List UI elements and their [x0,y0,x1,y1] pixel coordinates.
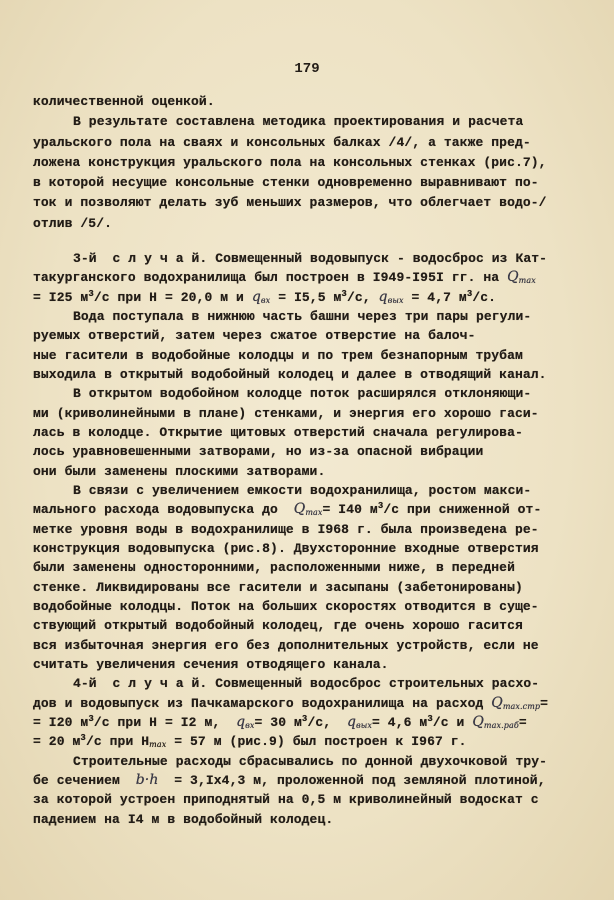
text-line [33,307,608,326]
text-run: = [518,714,527,730]
text-run: ные гасители в водобойные колодцы и по трем безнапорным трубам [33,347,523,363]
symbol: b·h [135,771,159,788]
text-line [33,790,608,809]
text-run: руемых отверстий, затем через сжатое отверстие на балоч- [33,328,476,344]
text-run: /с при H [85,734,150,750]
text-run: считать увеличения сечения отводящего канала. [33,656,389,672]
text-line [33,442,608,461]
text-run: стенке. Ликвидированы все гасители и засыпаны (забетонированы) [33,579,523,595]
text-line [33,214,608,234]
text-run: лось уравновешенными затворами, но из-за опасной вибрации [33,444,484,460]
text-run: = 30 м [254,714,302,730]
text-line [33,578,608,597]
text-line [33,384,608,403]
text-line [33,249,608,268]
text-run: ток и позволяют делать зуб меньших размеров, что облегчает водо-/ [33,195,547,211]
text-run: в которой несущие консольные стенки одновременно выравнивают по- [33,175,539,191]
text-line [33,326,608,345]
superscript: 3 [301,713,308,724]
text-run: такурганского водохранилища был построен в I949-I95I гг. на [33,270,508,286]
text-run: 4-й с л у ч а й. Совмещенный водосброс строительных расхо- [73,676,540,692]
paragraph-block-intro [33,92,608,234]
symbol-subscript: вых [387,295,404,305]
superscript: 3 [88,288,94,299]
text-run: количественной оценкой. [33,94,215,109]
paragraph-block-cases [33,249,608,829]
text-line [33,713,608,732]
handwritten-symbol [491,695,540,711]
text-line [33,462,608,481]
text-line [33,636,608,655]
text-run: мального расхода водовыпуска до [33,502,294,518]
text-line [33,597,608,616]
text-run: /с, [346,289,379,305]
text-run: В результате составлена методика проектирования и расчета [73,114,524,130]
text-line [33,173,608,193]
text-line [33,810,608,829]
symbol: Q [293,501,306,518]
text-line [33,268,608,287]
symbol-subscript: вых [356,720,372,730]
text-run: = 20 м [33,734,81,750]
symbol: q [346,713,357,730]
text-run: = I25 м [33,289,89,305]
superscript: 3 [427,713,433,724]
text-run: = 4,6 м [372,714,428,730]
text-run: = I20 м [33,714,89,730]
text-run: они были заменены плоскими затворами. [33,463,326,479]
text-run: были заменены односторонними, расположенными ниже, в передней [33,560,515,576]
text-line [33,732,608,751]
text-line [33,520,608,539]
text-run: Строительные расходы сбрасывались по донной двухочковой тру- [73,753,548,769]
text-run: = [540,695,549,711]
text-run: ми (криволинейными в плане) стенками, и энергия его хорошо гаси- [33,405,539,421]
text-run: лась в колодце. Открытие щитовых отверстий сначала регулирова- [33,424,523,440]
symbol-subscript: max.стр [502,701,541,711]
text-run: В открытом водобойном колодце поток расширялся отклоняющи- [73,386,532,402]
text-run: /с, [307,714,347,730]
handwritten-symbol [347,714,372,730]
superscript: 3 [466,288,473,299]
text-run: /с при сниженной от- [383,502,542,518]
symbol: q [251,288,261,305]
text-line [33,694,608,713]
text-run: конструкция водовыпуска (рис.8). Двухсторонние входные отверстия [33,540,539,556]
text-run: /с при H = I2 м, [93,714,237,730]
symbol: Q [491,694,503,711]
text-line [33,423,608,442]
symbol-subscript: max [518,276,536,286]
superscript: 3 [377,501,384,512]
text-line [33,153,608,173]
text-run: бе сечением [33,772,136,788]
text-run: 3-й с л у ч а й. Совмещенный водовыпуск - водосброс из Кат- [73,251,548,266]
symbol: Q [472,713,484,730]
handwritten-symbol [236,714,254,730]
text-run: отлив /5/. [33,215,113,231]
text-line [33,481,608,500]
text-run: = 4,7 м [403,289,467,305]
text-run: уральского пола на сваях и консольных балках /4/, а также пред- [33,134,531,150]
text-run: = 3,Iх4,3 м, проложенной под земляной плотиной, [158,772,546,788]
subscript: max [149,740,167,750]
text-run: = 57 м (рис.9) был построен к I967 г. [166,734,467,750]
symbol: q [236,713,246,730]
text-run: водобойные колодцы. Поток на больших скоростях отводится в суще- [33,598,539,614]
text-run: /с и [432,714,473,730]
symbol-subscript: max.раб [483,720,519,730]
text-line [33,539,608,558]
text-line [33,288,608,307]
text-line [33,365,608,384]
symbol: Q [507,269,519,286]
text-run: ствующий открытый водобойный колодец, где очень хорошо гасится [33,618,523,634]
text-line [33,752,608,771]
handwritten-symbol [136,772,159,788]
symbol-subscript: вх [260,295,271,305]
text-run: выходила в открытый водобойный колодец и далее в отводящий канал. [33,366,547,382]
text-line [33,346,608,365]
superscript: 3 [341,288,347,299]
text-line [33,771,608,790]
superscript: 3 [88,713,94,724]
text-run: вся избыточная энергия его без дополнительных устройств, если не [33,637,539,653]
text-run: за которой устроен приподнятый на 0,5 м криволинейный водоскат с [33,792,539,808]
text-run: = I40 м [322,502,378,518]
text-run: дов и водовыпуск из Пачкамарского водохранилища на расход [33,695,492,711]
text-line [33,404,608,423]
text-run: ложена конструкция уральского пола на консольных стенках (рис.7), [33,154,547,170]
handwritten-symbol [379,289,404,305]
text-run: /с при H = 20,0 м и [93,289,252,305]
superscript: 3 [80,733,86,744]
symbol-subscript: вх [245,720,255,730]
page-number: 179 [294,61,320,77]
text-line [33,193,608,213]
text-run: В связи с увеличением емкости водохранилища, ростом макси- [73,482,532,498]
text-line [33,500,608,519]
symbol: q [378,288,388,305]
handwritten-symbol [472,714,518,730]
text-line [33,655,608,674]
text-run: /с. [472,289,497,305]
text-line [33,92,608,112]
text-line [33,616,608,635]
text-run: метке уровня воды в водохранилище в I968 г. была произведена ре- [33,521,539,537]
text-line [33,558,608,577]
text-run: Вода поступала в нижнюю часть башни через три пары регули- [73,308,532,324]
handwritten-symbol [507,269,536,285]
text-run: падением на I4 м в водобойный колодец. [33,811,334,827]
handwritten-symbol [294,501,323,517]
symbol-subscript: max [305,508,323,518]
text-line [33,674,608,693]
handwritten-symbol [252,289,270,305]
text-line [33,133,608,153]
text-line [33,112,608,132]
text-run: = I5,5 м [270,289,342,305]
